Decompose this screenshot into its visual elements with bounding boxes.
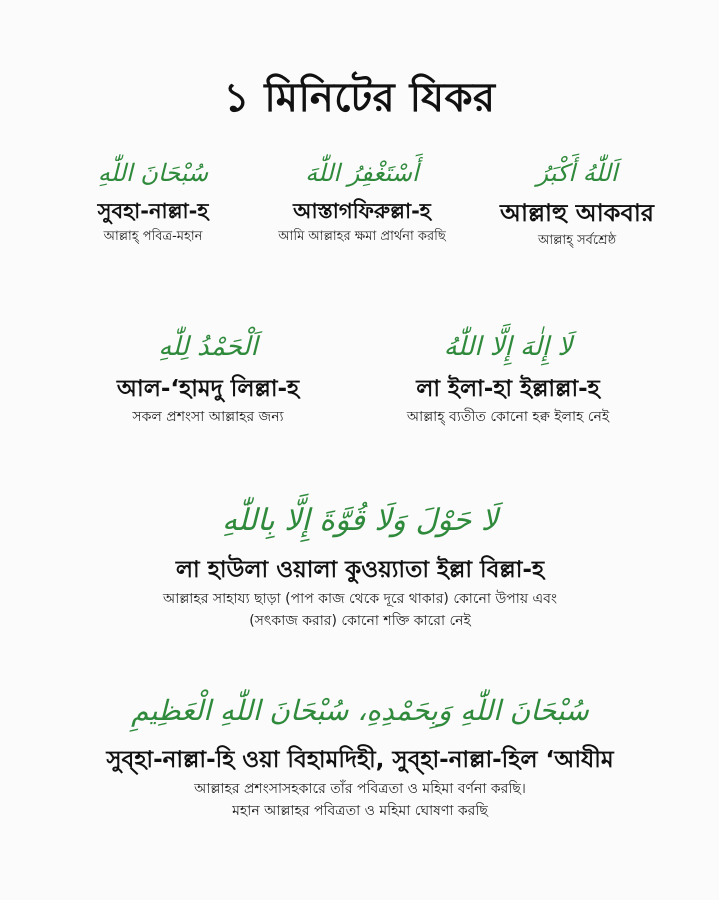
transliteration: আল্লাহু আকবার (499, 199, 654, 227)
transliteration: সুব্হা-নাল্লা-হি ওয়া বিহামদিহী, সুব্হা-নাল্লা-হিল ‘আযীম (106, 747, 614, 773)
dhikr-allahu-akbar (472, 150, 682, 252)
transliteration: আল-‘হামদু লিল্লা-হ (116, 376, 300, 402)
dhikr-la-hawla (80, 490, 640, 632)
dhikr-astaghfirullah (262, 150, 462, 248)
arabic-text: سُبْحَانَ اللّٰهِ (97, 159, 209, 187)
dhikr-subhanallah (48, 150, 258, 248)
arabic-text: اَلْحَمْدُ لِلّٰهِ (158, 332, 258, 362)
meaning: আল্লাহ্ সর্বশ্রেষ্ঠ (537, 233, 617, 248)
arabic-text: سُبْحَانَ اللّٰهِ وَبِحَمْدِهِ، سُبْحَانَ اللّٰهِ الْعَظِيمِ (131, 694, 589, 727)
transliteration: আস্তাগফিরুল্লা-হ (293, 199, 431, 223)
arabic-text: لَا حَوْلَ وَلَا قُوَّةَ إِلَّا بِاللّٰهِ (222, 503, 498, 538)
arabic-text: اَللّٰهُ أَكْبَرُ (536, 159, 618, 187)
dhikr-subhanallahi-wa-bihamdihi (40, 680, 680, 822)
meaning-line-1: আল্লাহর প্রশংসাসহকারে তাঁর পবিত্রতা ও মহিমা বর্ণনা করছি। (194, 781, 526, 797)
dhikr-alhamdulillah (98, 322, 318, 428)
meaning: আল্লাহ্ পবিত্র-মহান (103, 229, 203, 244)
page-title: ১ মিনিটের যিকর (223, 75, 496, 121)
meaning: আল্লাহর সাহায্য ছাড়া (পাপ কাজ থেকে দূরে থাকার) কোনো উপায় এবং (সৎকাজ করার) কোনো শক্তি কারো নেই (162, 591, 557, 629)
meaning: আমি আল্লাহর ক্ষমা প্রার্থনা করছি (278, 229, 446, 244)
transliteration: লা হাউলা ওয়ালা কুওয়্যাতা ইল্লা বিল্লা-হ (175, 557, 545, 583)
arabic-text: أَسْتَغْفِرُ اللّٰهَ (305, 159, 419, 187)
meaning: আল্লাহ্ ব্যতীত কোনো হক্ব ইলাহ নেই (406, 409, 610, 425)
transliteration: সুবহা-নাল্লা-হ (97, 199, 209, 223)
dhikr-la-ilaha-illallah (358, 322, 658, 428)
arabic-text: لَا إِلٰهَ إِلَّا اللّٰهُ (443, 332, 573, 362)
transliteration: লা ইলা-হা ইল্লাল্লা-হ (416, 376, 600, 402)
meaning: সকল প্রশংসা আল্লাহর জন্য (132, 409, 284, 425)
meaning-line-2: মহান আল্লাহর পবিত্রতা ও মহিমা ঘোষণা করছি (232, 803, 488, 819)
